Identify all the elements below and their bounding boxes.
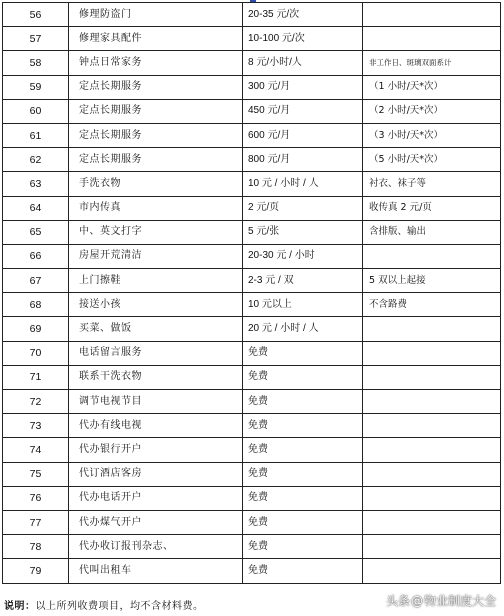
note-cell <box>363 341 501 365</box>
footer-note <box>4 597 204 612</box>
note-cell <box>363 414 501 438</box>
service-item-cell: 代办电话开户 <box>69 486 243 510</box>
row-number-cell: 56 <box>3 3 69 27</box>
note-cell <box>363 390 501 414</box>
service-item-cell: 电话留言服务 <box>69 341 243 365</box>
note-cell <box>363 486 501 510</box>
table-row <box>3 486 501 510</box>
note-cell <box>363 462 501 486</box>
service-item-cell: 定点长期服务 <box>69 99 243 123</box>
price-cell: 免费 <box>243 510 363 534</box>
price-cell: 免费 <box>243 535 363 559</box>
table-row <box>3 220 501 244</box>
service-item-cell: 修理防盗门 <box>69 3 243 27</box>
table-row <box>3 99 501 123</box>
service-item-cell: 中、英文打字 <box>69 220 243 244</box>
note-cell <box>363 244 501 268</box>
service-item-cell: 钟点日常家务 <box>69 51 243 75</box>
service-item-cell: 联系干洗衣物 <box>69 365 243 389</box>
note-cell: （5 小时/天*次） <box>363 148 501 172</box>
note-cell <box>363 510 501 534</box>
row-number-cell: 77 <box>3 510 69 534</box>
table-row <box>3 559 501 583</box>
table-row <box>3 269 501 293</box>
price-cell: 2 元/页 <box>243 196 363 220</box>
service-item-cell: 修理家具配件 <box>69 27 243 51</box>
price-cell: 300 元/月 <box>243 75 363 99</box>
watermark-at: @ <box>410 593 423 608</box>
note-cell: 不含路费 <box>363 293 501 317</box>
watermark-name: 物业制度大全 <box>423 594 496 608</box>
table-row <box>3 51 501 75</box>
price-cell: 20-30 元 / 小时 <box>243 244 363 268</box>
fee-table-body <box>3 3 501 584</box>
row-number-cell: 62 <box>3 148 69 172</box>
service-item-cell: 上门擦鞋 <box>69 269 243 293</box>
price-cell: 8 元/小时/人 <box>243 51 363 75</box>
note-cell: （2 小时/天*次） <box>363 99 501 123</box>
note-cell: 非工作日、斑璃双面系计 <box>363 51 501 75</box>
price-cell: 免费 <box>243 462 363 486</box>
service-item-cell: 市内传真 <box>69 196 243 220</box>
row-number-cell: 74 <box>3 438 69 462</box>
price-cell: 10 元以上 <box>243 293 363 317</box>
table-row <box>3 75 501 99</box>
price-cell: 免费 <box>243 341 363 365</box>
note-cell: 衬衣、袜子等 <box>363 172 501 196</box>
service-item-cell: 定点长期服务 <box>69 75 243 99</box>
table-row <box>3 535 501 559</box>
service-item-cell: 代叫出租车 <box>69 559 243 583</box>
row-number-cell: 63 <box>3 172 69 196</box>
price-cell: 免费 <box>243 438 363 462</box>
service-item-cell: 定点长期服务 <box>69 123 243 147</box>
service-item-cell: 买菜、做饭 <box>69 317 243 341</box>
row-number-cell: 76 <box>3 486 69 510</box>
service-item-cell: 定点长期服务 <box>69 148 243 172</box>
footer-text: 以上所列收费项目，均不含材料费。 <box>35 601 204 612</box>
note-cell: （1 小时/天*次） <box>363 75 501 99</box>
table-row <box>3 27 501 51</box>
price-cell: 5 元/张 <box>243 220 363 244</box>
row-number-cell: 65 <box>3 220 69 244</box>
note-cell <box>363 27 501 51</box>
watermark <box>386 592 496 609</box>
price-cell: 免费 <box>243 486 363 510</box>
price-cell: 10 元 / 小时 / 人 <box>243 172 363 196</box>
price-cell: 450 元/月 <box>243 99 363 123</box>
note-cell: 5 双以上起接 <box>363 269 501 293</box>
row-number-cell: 60 <box>3 99 69 123</box>
row-number-cell: 68 <box>3 293 69 317</box>
note-cell <box>363 535 501 559</box>
note-cell <box>363 365 501 389</box>
row-number-cell: 69 <box>3 317 69 341</box>
table-row <box>3 462 501 486</box>
service-item-cell: 代订酒店客房 <box>69 462 243 486</box>
footer-label: 说明： <box>4 601 36 612</box>
price-cell: 20 元 / 小时 / 人 <box>243 317 363 341</box>
table-row <box>3 3 501 27</box>
price-cell: 2-3 元 / 双 <box>243 269 363 293</box>
price-cell: 免费 <box>243 559 363 583</box>
row-number-cell: 67 <box>3 269 69 293</box>
service-item-cell: 代办有线电视 <box>69 414 243 438</box>
service-item-cell: 代办收订报刊杂志、 <box>69 535 243 559</box>
table-row <box>3 293 501 317</box>
row-number-cell: 57 <box>3 27 69 51</box>
service-item-cell: 房屋开荒清洁 <box>69 244 243 268</box>
table-row <box>3 438 501 462</box>
row-number-cell: 59 <box>3 75 69 99</box>
table-row <box>3 244 501 268</box>
row-number-cell: 78 <box>3 535 69 559</box>
table-row <box>3 123 501 147</box>
service-item-cell: 代办银行开户 <box>69 438 243 462</box>
service-item-cell: 接送小孩 <box>69 293 243 317</box>
price-cell: 20-35 元/次 <box>243 3 363 27</box>
note-cell: （3 小时/天*次） <box>363 123 501 147</box>
price-cell: 10-100 元/次 <box>243 27 363 51</box>
service-item-cell: 调节电视节目 <box>69 390 243 414</box>
service-item-cell: 代办煤气开户 <box>69 510 243 534</box>
note-cell <box>363 559 501 583</box>
table-row <box>3 365 501 389</box>
table-row <box>3 510 501 534</box>
table-row <box>3 341 501 365</box>
price-cell: 免费 <box>243 414 363 438</box>
price-cell: 600 元/月 <box>243 123 363 147</box>
table-row <box>3 148 501 172</box>
row-number-cell: 72 <box>3 390 69 414</box>
row-number-cell: 64 <box>3 196 69 220</box>
table-row <box>3 414 501 438</box>
note-cell <box>363 317 501 341</box>
table-row <box>3 172 501 196</box>
price-cell: 免费 <box>243 365 363 389</box>
watermark-prefix: 头条 <box>385 594 410 608</box>
row-number-cell: 61 <box>3 123 69 147</box>
row-number-cell: 75 <box>3 462 69 486</box>
service-item-cell: 手洗衣物 <box>69 172 243 196</box>
row-number-cell: 79 <box>3 559 69 583</box>
price-cell: 免费 <box>243 390 363 414</box>
row-number-cell: 73 <box>3 414 69 438</box>
service-fee-table <box>2 2 501 584</box>
note-cell <box>363 3 501 27</box>
table-row <box>3 196 501 220</box>
note-cell: 收传真 2 元/页 <box>363 196 501 220</box>
table-row <box>3 390 501 414</box>
note-cell <box>363 438 501 462</box>
note-cell: 含排版、输出 <box>363 220 501 244</box>
price-cell: 800 元/月 <box>243 148 363 172</box>
row-number-cell: 58 <box>3 51 69 75</box>
row-number-cell: 71 <box>3 365 69 389</box>
row-number-cell: 70 <box>3 341 69 365</box>
table-row <box>3 317 501 341</box>
row-number-cell: 66 <box>3 244 69 268</box>
